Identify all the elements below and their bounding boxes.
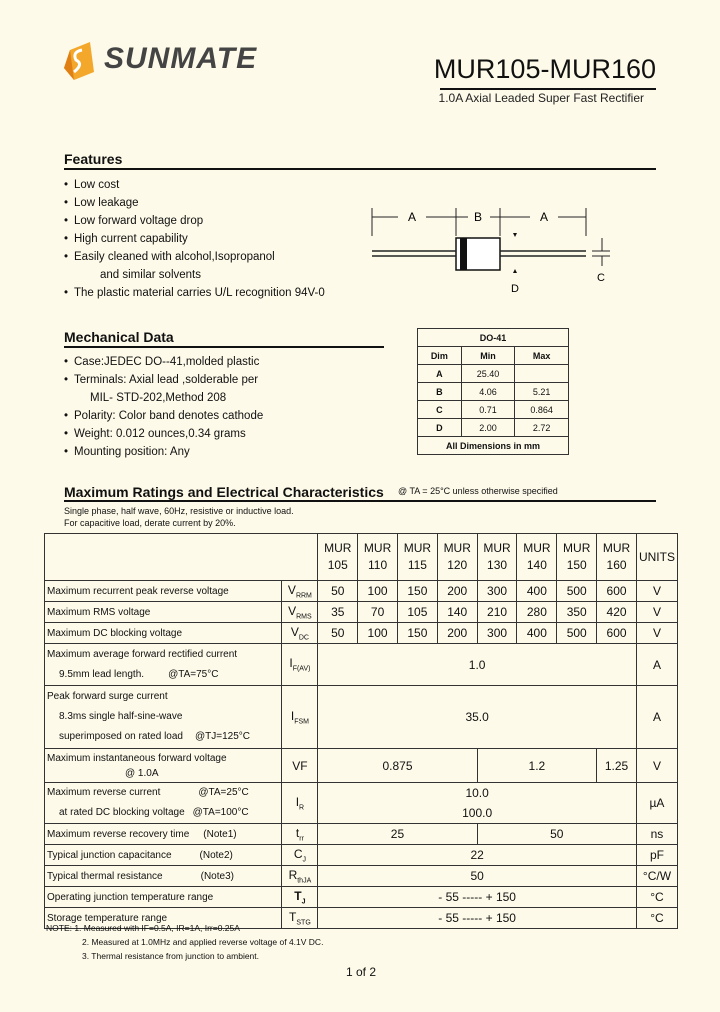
dim-cell — [515, 365, 569, 383]
model-header: MUR 120 — [437, 534, 477, 581]
ratings-title: Maximum Ratings and Electrical Characteristics — [64, 484, 384, 500]
units-header: UNITS — [636, 534, 677, 581]
mechanical-list — [64, 353, 263, 461]
symbol: $T_{STG}$ — [282, 908, 318, 929]
value: 280 — [517, 602, 557, 623]
list-item: • Polarity: Color band denotes cathode — [64, 407, 263, 425]
value: 50 — [477, 824, 636, 845]
list-item-continuation: MIL- STD-202,Method 208 — [90, 392, 227, 404]
param: Maximum DC blocking voltage — [45, 623, 282, 644]
param: Operating junction temperature range — [45, 887, 282, 908]
unit: µA — [636, 783, 677, 824]
model-header: MUR 115 — [397, 534, 437, 581]
param: Storage temperature range — [45, 908, 282, 929]
ratings-note-1: Single phase, half wave, 60Hz, resistive or inductive load. — [64, 506, 294, 516]
symbol: $I_{FSM}$ — [282, 686, 318, 749]
value: 500 — [557, 581, 597, 602]
list-item: • Low cost — [64, 176, 325, 194]
list-item: • Low forward voltage drop — [64, 212, 325, 230]
value: 70 — [358, 602, 398, 623]
value: 10.0 100.0 — [318, 783, 637, 824]
list-item: • Easily cleaned with alcohol,Isopropanol — [64, 248, 325, 266]
value: 400 — [517, 581, 557, 602]
unit: ns — [636, 824, 677, 845]
param: Maximum instantaneous forward voltage @ 1.0A — [45, 749, 282, 783]
model-header: MUR 140 — [517, 534, 557, 581]
symbol: $I_R$ — [282, 783, 318, 824]
unit: pF — [636, 845, 677, 866]
symbol: $V_{DC}$ — [282, 623, 318, 644]
ratings-rule — [64, 500, 656, 502]
value: - 55 ----- + 150 — [318, 908, 637, 929]
dim-label-b: B — [473, 210, 483, 224]
symbol: $R_{thJA}$ — [282, 866, 318, 887]
table-row — [45, 623, 678, 644]
model-header: MUR 130 — [477, 534, 517, 581]
unit: V — [636, 581, 677, 602]
dim-label-d: D — [511, 283, 519, 295]
dim-table-footer: All Dimensions in mm — [418, 437, 569, 455]
dim-header: Max — [515, 347, 569, 365]
value: 150 — [397, 623, 437, 644]
value: 300 — [477, 623, 517, 644]
features-title: Features — [64, 151, 123, 167]
features-rule — [64, 168, 656, 170]
dim-cell: 0.864 — [515, 401, 569, 419]
dim-cell: 4.06 — [461, 383, 515, 401]
value: 35.0 — [318, 686, 637, 749]
mechanical-title: Mechanical Data — [64, 329, 174, 345]
subtitle: 1.0A Axial Leaded Super Fast Rectifier — [438, 91, 644, 105]
value: 210 — [477, 602, 517, 623]
dim-cell: A — [418, 365, 462, 383]
unit: V — [636, 602, 677, 623]
value: 600 — [597, 623, 637, 644]
value: 300 — [477, 581, 517, 602]
table-row — [45, 866, 678, 887]
param: Peak forward surge current 8.3ms single half-sine-wave superimposed on rated load @TJ=125°C — [45, 686, 282, 749]
value: 50 — [318, 623, 358, 644]
unit: °C — [636, 887, 677, 908]
dim-cell: 5.21 — [515, 383, 569, 401]
param: Maximum reverse current @TA=25°C at rated DC blocking voltage @TA=100°C — [45, 783, 282, 824]
dim-label-a2: A — [539, 210, 549, 224]
note-3: 3. Thermal resistance from junction to ambient. — [82, 951, 260, 961]
title-rule — [440, 88, 656, 90]
list-item: • Low leakage — [64, 194, 325, 212]
dim-header: Min — [461, 347, 515, 365]
dim-cell: 2.00 — [461, 419, 515, 437]
symbol: $I_{F(AV)}$ — [282, 644, 318, 686]
logo-icon — [60, 38, 98, 84]
dim-header: Dim — [418, 347, 462, 365]
value: 600 — [597, 581, 637, 602]
table-row — [45, 783, 678, 824]
model-header: MUR 160 — [597, 534, 637, 581]
param: Typical thermal resistance (Note3) — [45, 866, 282, 887]
value: 140 — [437, 602, 477, 623]
list-item-continuation: and similar solvents — [100, 269, 201, 281]
features-list — [64, 176, 325, 302]
unit: V — [636, 749, 677, 783]
mechanical-rule — [64, 346, 384, 348]
value: 22 — [318, 845, 637, 866]
unit: V — [636, 623, 677, 644]
model-header: MUR 150 — [557, 534, 597, 581]
dim-label-a: A — [407, 210, 417, 224]
logo-text: SUNMATE — [104, 42, 258, 75]
table-row — [45, 644, 678, 686]
symbol: VF — [282, 749, 318, 783]
ratings-note-2: For capacitive load, derate current by 20%. — [64, 518, 236, 528]
list-item: • Weight: 0.012 ounces,0.34 grams — [64, 425, 263, 443]
ratings-table — [44, 533, 678, 929]
table-row — [45, 824, 678, 845]
table-row — [45, 686, 678, 749]
value: 150 — [397, 581, 437, 602]
value: 35 — [318, 602, 358, 623]
value: 500 — [557, 623, 597, 644]
unit: °C/W — [636, 866, 677, 887]
value: 1.2 — [477, 749, 596, 783]
model-header: MUR 105 — [318, 534, 358, 581]
symbol: $V_{RMS}$ — [282, 602, 318, 623]
note-1: NOTE: 1. Measured with IF=0.5A, IR=1A, Irr=0.25A — [46, 923, 240, 933]
table-row — [45, 749, 678, 783]
value: 50 — [318, 581, 358, 602]
value: 25 — [318, 824, 477, 845]
table-row — [45, 887, 678, 908]
value: 400 — [517, 623, 557, 644]
header-blank — [45, 534, 318, 581]
list-item: • Case:JEDEC DO--41,molded plastic — [64, 353, 263, 371]
part-number: MUR105-MUR160 — [433, 54, 656, 84]
dimension-table — [417, 328, 569, 455]
dim-label-c: C — [597, 272, 605, 284]
symbol: $V_{RRM}$ — [282, 581, 318, 602]
param: Maximum average forward rectified current 9.5mm lead length. @TA=75°C — [45, 644, 282, 686]
value: 1.0 — [318, 644, 637, 686]
list-item: • Terminals: Axial lead ,solderable per — [64, 371, 263, 389]
value: 350 — [557, 602, 597, 623]
dim-cell: 25.40 — [461, 365, 515, 383]
ratings-condition: @ TA = 25°C unless otherwise specified — [398, 486, 558, 496]
dim-cell: 2.72 — [515, 419, 569, 437]
value: 50 — [318, 866, 637, 887]
list-item: • High current capability — [64, 230, 325, 248]
table-row — [45, 581, 678, 602]
value: 0.875 — [318, 749, 477, 783]
param: Maximum RMS voltage — [45, 602, 282, 623]
list-item: • The plastic material carries U/L recognition 94V-0 — [64, 284, 325, 302]
symbol: $t_{rr}$ — [282, 824, 318, 845]
unit: A — [636, 644, 677, 686]
value: 100 — [358, 623, 398, 644]
dim-cell: C — [418, 401, 462, 419]
value: 420 — [597, 602, 637, 623]
value: 200 — [437, 623, 477, 644]
table-row — [45, 845, 678, 866]
symbol: $C_J$ — [282, 845, 318, 866]
model-header: MUR 110 — [358, 534, 398, 581]
value: 100 — [358, 581, 398, 602]
unit: A — [636, 686, 677, 749]
dim-cell: D — [418, 419, 462, 437]
value: 200 — [437, 581, 477, 602]
table-row — [45, 602, 678, 623]
package-diagram — [360, 200, 620, 300]
value: - 55 ----- + 150 — [318, 887, 637, 908]
logo — [60, 38, 260, 88]
dim-table-title: DO-41 — [418, 329, 569, 347]
param: Typical junction capacitance (Note2) — [45, 845, 282, 866]
dim-cell: B — [418, 383, 462, 401]
note-2: 2. Measured at 1.0MHz and applied reverse voltage of 4.1V DC. — [82, 937, 324, 947]
value: 1.25 — [597, 749, 637, 783]
list-item: • Mounting position: Any — [64, 443, 263, 461]
page-number: 1 of 2 — [346, 965, 377, 979]
value: 105 — [397, 602, 437, 623]
symbol: $T_J$ — [282, 887, 318, 908]
param: Maximum recurrent peak reverse voltage — [45, 581, 282, 602]
dim-cell: 0.71 — [461, 401, 515, 419]
param: Maximum reverse recovery time (Note1) — [45, 824, 282, 845]
unit: °C — [636, 908, 677, 929]
